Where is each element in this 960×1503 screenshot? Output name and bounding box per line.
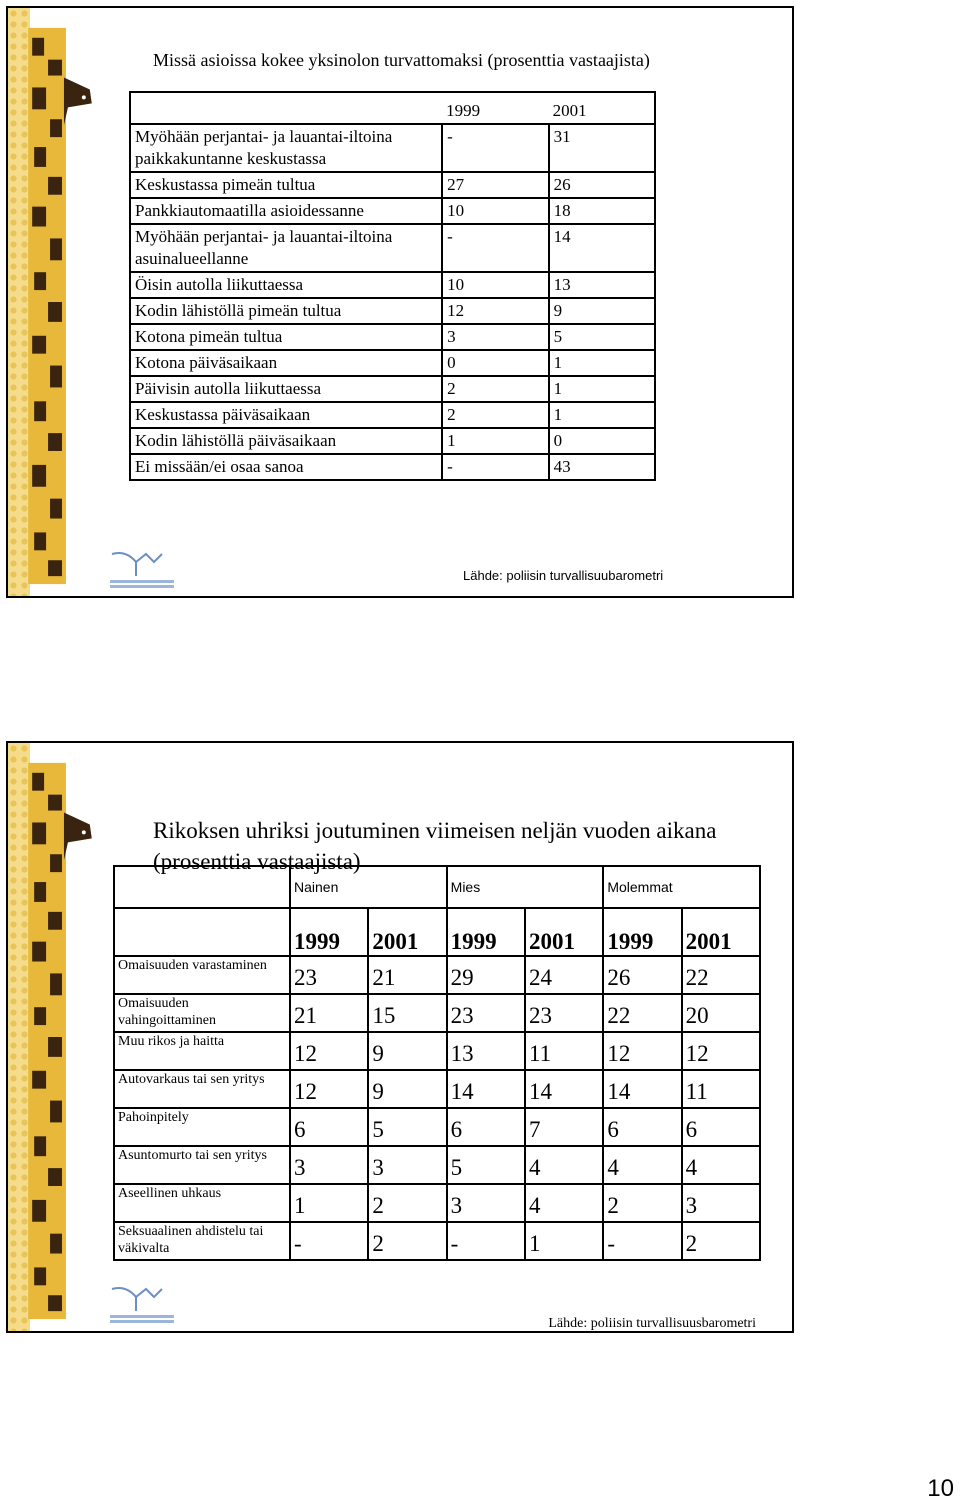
value-2001: 5	[549, 324, 655, 350]
slide-1	[6, 6, 794, 598]
value-cell: 13	[447, 1032, 525, 1070]
header-empty-cell	[114, 866, 290, 908]
table-row	[130, 272, 655, 298]
value-1999: 10	[442, 272, 548, 298]
group-header: Mies	[447, 866, 604, 908]
table-row	[130, 454, 655, 480]
year-header: 1999	[603, 908, 681, 956]
value-2001: 43	[549, 454, 655, 480]
value-2001: 14	[549, 224, 655, 272]
year-header: 1999	[290, 908, 368, 956]
slide-title: Missä asioissa kokee yksinolon turvattomaksi (prosenttia vastaajista)	[153, 50, 650, 70]
value-cell: 2	[603, 1184, 681, 1222]
value-cell: 9	[368, 1070, 446, 1108]
table-row	[130, 224, 655, 272]
row-label: Autovarkaus tai sen yritys	[114, 1070, 290, 1108]
table-row	[130, 298, 655, 324]
value-cell: 4	[525, 1184, 603, 1222]
value-cell: 3	[290, 1146, 368, 1184]
row-label: Aseellinen uhkaus	[114, 1184, 290, 1222]
giraffe-icon	[8, 743, 108, 1331]
column-header: 2001	[549, 92, 655, 124]
value-cell: 12	[603, 1032, 681, 1070]
row-label: Öisin autolla liikuttaessa	[130, 272, 442, 298]
value-1999: 1	[442, 428, 548, 454]
value-cell: 11	[525, 1032, 603, 1070]
value-cell: 21	[290, 994, 368, 1032]
value-cell: 1	[525, 1222, 603, 1260]
table-row	[130, 172, 655, 198]
value-cell: 14	[525, 1070, 603, 1108]
row-label: Kodin lähistöllä pimeän tultua	[130, 298, 442, 324]
row-label: Päivisin autolla liikuttaessa	[130, 376, 442, 402]
value-2001: 31	[549, 124, 655, 172]
value-cell: 22	[603, 994, 681, 1032]
table-row	[130, 350, 655, 376]
value-cell: -	[447, 1222, 525, 1260]
slide-title: Rikoksen uhriksi joutuminen viimeisen neljän vuoden aikana (prosenttia vastaajista)	[153, 818, 717, 874]
fml-logo	[106, 548, 180, 592]
table-row	[130, 324, 655, 350]
value-cell: 2	[368, 1222, 446, 1260]
value-cell: 23	[525, 994, 603, 1032]
value-cell: 2	[682, 1222, 760, 1260]
value-1999: -	[442, 454, 548, 480]
value-1999: -	[442, 224, 548, 272]
year-header: 2001	[525, 908, 603, 956]
row-label: Muu rikos ja haitta	[114, 1032, 290, 1070]
value-1999: 0	[442, 350, 548, 376]
row-label: Pahoinpitely	[114, 1108, 290, 1146]
value-cell: 15	[368, 994, 446, 1032]
table-row	[114, 1070, 760, 1108]
value-cell: 3	[368, 1146, 446, 1184]
table-row	[114, 956, 760, 994]
value-cell: 14	[447, 1070, 525, 1108]
table-row	[114, 1184, 760, 1222]
table-row	[114, 1032, 760, 1070]
value-cell: 6	[447, 1108, 525, 1146]
value-cell: 7	[525, 1108, 603, 1146]
source-note: Lähde: poliisin turvallisuubarometri	[463, 568, 664, 583]
row-label: Seksuaalinen ahdistelu tai väkivalta	[114, 1222, 290, 1260]
value-cell: 4	[603, 1146, 681, 1184]
year-header: 1999	[447, 908, 525, 956]
group-header-row	[114, 866, 760, 908]
group-header: Molemmat	[603, 866, 760, 908]
row-label: Asuntomurto tai sen yritys	[114, 1146, 290, 1184]
column-header: 1999	[442, 92, 548, 124]
row-label: Keskustassa päiväsaikaan	[130, 402, 442, 428]
value-cell: 23	[290, 956, 368, 994]
value-cell: 6	[290, 1108, 368, 1146]
value-2001: 0	[549, 428, 655, 454]
row-label: Omaisuuden vahingoittaminen	[114, 994, 290, 1032]
row-label: Kotona pimeän tultua	[130, 324, 442, 350]
row-label: Myöhään perjantai- ja lauantai-iltoina asuinalueellanne	[130, 224, 442, 272]
header-empty-cell	[130, 92, 442, 124]
year-header: 2001	[682, 908, 760, 956]
table-row	[130, 124, 655, 172]
value-2001: 13	[549, 272, 655, 298]
row-label: Kodin lähistöllä päiväsaikaan	[130, 428, 442, 454]
value-cell: 24	[525, 956, 603, 994]
value-cell: 1	[290, 1184, 368, 1222]
value-cell: 23	[447, 994, 525, 1032]
fml-logo	[106, 1283, 180, 1327]
value-1999: -	[442, 124, 548, 172]
value-cell: 12	[290, 1070, 368, 1108]
group-header: Nainen	[290, 866, 447, 908]
value-cell: 11	[682, 1070, 760, 1108]
value-1999: 3	[442, 324, 548, 350]
value-cell: 3	[447, 1184, 525, 1222]
value-cell: 20	[682, 994, 760, 1032]
year-header: 2001	[368, 908, 446, 956]
giraffe-icon	[8, 8, 108, 596]
table-row	[130, 402, 655, 428]
value-cell: 4	[682, 1146, 760, 1184]
value-1999: 2	[442, 376, 548, 402]
value-1999: 2	[442, 402, 548, 428]
value-2001: 1	[549, 376, 655, 402]
row-label: Ei missään/ei osaa sanoa	[130, 454, 442, 480]
source-note: Lähde: poliisin turvallisuusbarometri	[548, 1316, 756, 1331]
victimization-table	[113, 865, 761, 1261]
value-1999: 10	[442, 198, 548, 224]
slide-2	[6, 741, 794, 1333]
value-cell: 3	[682, 1184, 760, 1222]
value-2001: 26	[549, 172, 655, 198]
value-cell: 14	[603, 1070, 681, 1108]
table-row	[114, 1222, 760, 1260]
insecurity-table	[129, 91, 656, 481]
value-cell: 5	[368, 1108, 446, 1146]
row-label: Keskustassa pimeän tultua	[130, 172, 442, 198]
value-cell: -	[290, 1222, 368, 1260]
value-cell: 26	[603, 956, 681, 994]
page-number: 10	[927, 1475, 954, 1502]
table-row	[114, 994, 760, 1032]
year-header-row	[114, 908, 760, 956]
value-cell: 4	[525, 1146, 603, 1184]
row-label: Pankkiautomaatilla asioidessanne	[130, 198, 442, 224]
value-cell: 6	[682, 1108, 760, 1146]
value-cell: 22	[682, 956, 760, 994]
header-empty-cell	[114, 908, 290, 956]
table-row	[130, 428, 655, 454]
value-cell: -	[603, 1222, 681, 1260]
value-cell: 5	[447, 1146, 525, 1184]
value-cell: 21	[368, 956, 446, 994]
value-cell: 9	[368, 1032, 446, 1070]
value-cell: 2	[368, 1184, 446, 1222]
value-cell: 6	[603, 1108, 681, 1146]
table-header-row	[130, 92, 655, 124]
value-1999: 12	[442, 298, 548, 324]
table-row	[130, 376, 655, 402]
table-row	[130, 198, 655, 224]
row-label: Omaisuuden varastaminen	[114, 956, 290, 994]
table-row	[114, 1108, 760, 1146]
value-2001: 1	[549, 402, 655, 428]
value-1999: 27	[442, 172, 548, 198]
value-cell: 12	[290, 1032, 368, 1070]
row-label: Myöhään perjantai- ja lauantai-iltoina paikkakuntanne keskustassa	[130, 124, 442, 172]
value-2001: 9	[549, 298, 655, 324]
table-row	[114, 1146, 760, 1184]
value-cell: 29	[447, 956, 525, 994]
value-cell: 12	[682, 1032, 760, 1070]
value-2001: 18	[549, 198, 655, 224]
value-2001: 1	[549, 350, 655, 376]
row-label: Kotona päiväsaikaan	[130, 350, 442, 376]
